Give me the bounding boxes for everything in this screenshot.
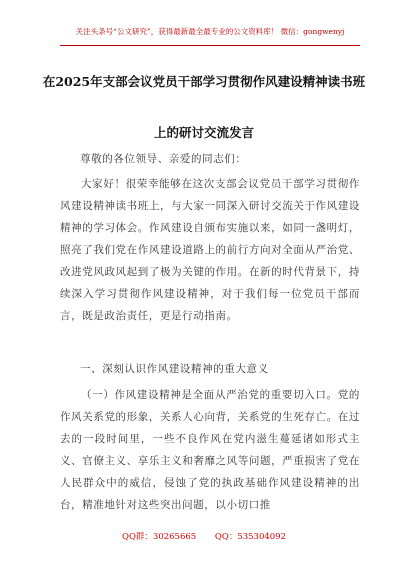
section-heading-1: 一、深刻认识作风建设精神的重大意义 (80, 363, 269, 375)
header-note: 关注头条号“公文研究”，获得最新最全最专业的公文资料库！ 微信：gongwenyj (60, 26, 360, 46)
document-title-line-2: 上的研讨交流发言 (153, 125, 254, 140)
footer-qq: QQ：535304092 (214, 532, 286, 542)
paragraph-intro: 大家好！很荣幸能够在这次支部会议党员干部学习贯彻作风建设精神读书班上，与大家一同深入研讨交流关于作风建设精神的学习体会。作风建设自颁布实施以来，如同一盏明灯，照亮了我们党在作风建设道路上的前行方向对全面从严治党、改进党风政风起到了极为关键的作用。在新的时代背景下，持续深入学习贯彻作风建设精神，对于我们每一位党员干部而言，既是政治责任，更是行动指南。 (60, 178, 360, 322)
paragraph-section-1-1: （一）作风建设精神是全面从严治党的重要切入口。党的作风关系党的形象，关系人心向背，关系党的生死存亡。在过去的一段时间里，一些不良作风在党内滋生蔓延诸如形式主义、官僚主义、享乐主义和奢靡之风等问题，严重损害了党在人民群众中的威信，侵蚀了党的执政基础作风建设精神的出台，精准地针对这些突出问题，以小切口推 (60, 389, 360, 511)
greeting: 尊敬的各位领导、亲爱的同志们： (80, 153, 247, 165)
footer-contact (0, 530, 408, 542)
document-title-line-1: 在2025年支部会议党员干部学习贯彻作风建设精神读书班 (42, 74, 366, 89)
footer-qq-group: QQ群：30265665 (121, 532, 197, 542)
